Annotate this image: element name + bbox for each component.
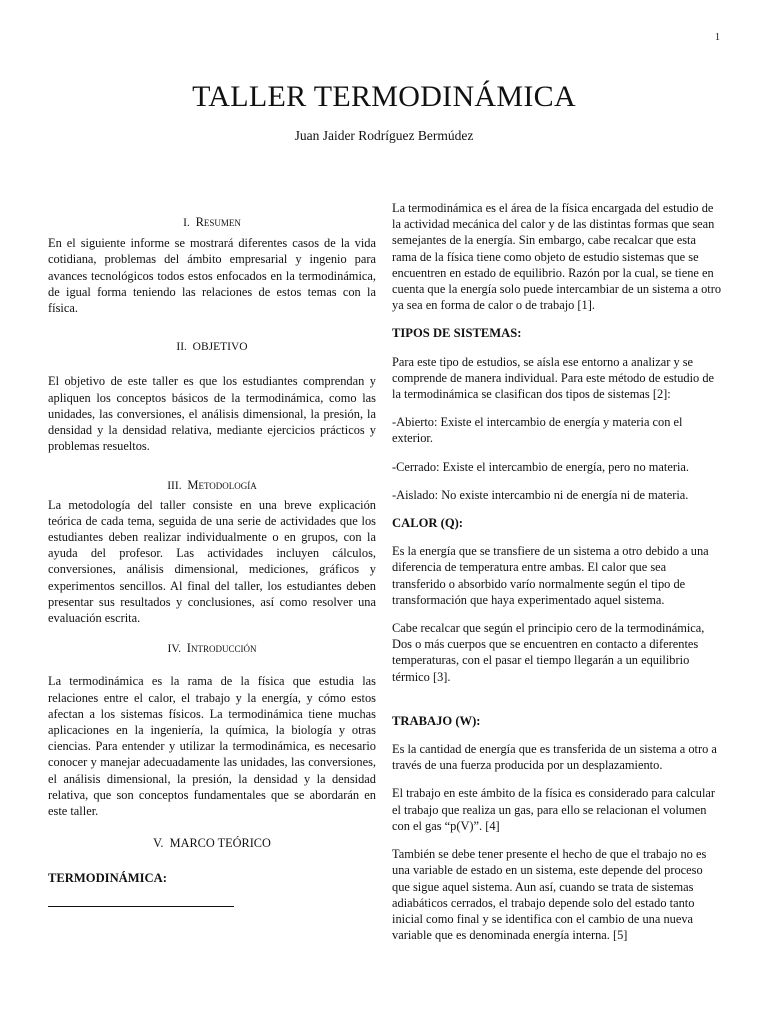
section-heading-marco-teorico <box>48 835 376 851</box>
trabajo-paragraph-2: El trabajo en este ámbito de la física es considerado para calcular el trabajo que realiza un gas, para ello se relacionan el volumen con el gas “p(V)”. [4] <box>392 786 716 833</box>
tipos-sistemas-heading: TIPOS DE SISTEMAS: <box>392 326 522 341</box>
section-title: Metodología <box>187 478 257 493</box>
calor-heading: CALOR (Q): <box>392 516 464 531</box>
section-numeral: II. <box>176 341 187 354</box>
trabajo-paragraph-1: Es la cantidad de energía que es transferida de un sistema a otro a través de una fuerza producida por un desplazamiento. <box>392 742 717 773</box>
section-heading-metodologia <box>48 477 376 494</box>
sistema-cerrado-item: -Cerrado: Existe el intercambio de energía, pero no materia. <box>392 459 690 474</box>
section-numeral: III. <box>167 480 182 493</box>
objetivo-paragraph: El objetivo de este taller es que los estudiantes comprendan y apliquen los conceptos básicos de la termodinámica, como las unidades, las conversiones, el análisis dimensional, la presión, la densidad y la densidad relativa, mediante ejercicios prácticos y problemas resueltos. <box>48 374 376 454</box>
section-heading-objetivo <box>48 339 376 355</box>
section-numeral: V. <box>153 836 164 851</box>
section-title: MARCO TEÓRICO <box>169 836 271 851</box>
section-title: Introducción <box>186 641 257 656</box>
left-column <box>48 200 376 907</box>
section-heading-resumen <box>48 214 376 231</box>
underline-rule <box>48 906 234 907</box>
sistema-aislado-item: -Aislado: No existe intercambio ni de energía ni de materia. <box>392 487 689 502</box>
resumen-paragraph: En el siguiente informe se mostrará diferentes casos de la vida cotidiana, problemas del ámbito empresarial y ingenio para avances tecnológicos todos estos enfocados en la termodinámica, de igual forma teniendo las relaciones de estos temas con la física. <box>48 236 376 316</box>
section-title: OBJETIVO <box>192 341 248 354</box>
page-number: 1 <box>715 32 720 43</box>
calor-paragraph-2: Cabe recalcar que según el principio cero de la termodinámica, Dos o más cuerpos que se encuentren en contacto a diferentes temperaturas, con el pasar el tiempo llegarán a un equilibrio térmico [3]. <box>392 621 705 684</box>
section-numeral: IV. <box>167 643 182 656</box>
section-title: Resumen <box>195 215 241 229</box>
introduccion-paragraph: La termodinámica es la rama de la física que estudia las relaciones entre el calor, el trabajo y la energía, y cómo estos afectan a los sistemas físicos. La termodinámica tiene muchas aplicaciones en la ingeniería, la química, la biología y otras ciencias. Para entender y utilizar la termodinámica, es necesario conocer y manejar adecuadamente las unidades, las conversiones, el análisis dimensional, la presión, la densidad y la densidad relativa, que son conceptos fundamentales que se abordarán en este taller. <box>48 674 376 819</box>
termodinamica-heading: TERMODINÁMICA: <box>48 870 167 885</box>
termodinamica-paragraph: La termodinámica es el área de la física encargada del estudio de la actividad mecánica del calor y de las distintas formas que sean semejantes de la energía. Sin embargo, cabe recalcar que esta rama de la física tiene como objeto de estudio sistemas que se encuentren en estado de equilibrio. Razón por la cual, se tiene en cuenta que la energía solo puede intercambiar de un sistema a otro ya sea en forma de calor o de trabajo [1]. <box>392 201 722 313</box>
section-numeral: I. <box>183 217 190 229</box>
tipos-sistemas-paragraph: Para este tipo de estudios, se aísla ese entorno a analizar y se comprende de manera individual. Para este método de estudio de la termodinámica se clasifican dos tipos de sistemas [2]: <box>392 354 715 402</box>
sistema-abierto-item: -Abierto: Existe el intercambio de energía y materia con el exterior. <box>392 415 683 446</box>
trabajo-heading: TRABAJO (W): <box>392 713 481 728</box>
paper-title: TALLER TERMODINÁMICA <box>192 80 576 113</box>
right-column <box>392 200 722 943</box>
trabajo-paragraph-3: También se debe tener presente el hecho de que el trabajo no es una variable de estado en un sistema, este depende del proceso que sigue aquel sistema. Aun así, cuando se trata de sistemas adiabáticos cerrados, el trabajo depende solo del estado tanto inicial como final y se identifica con el cambio de una nueva variable que es denominada energía interna. [5] <box>392 847 707 943</box>
calor-paragraph-1: Es la energía que se transfiere de un sistema a otro debido a una diferencia de temperatura entre ambas. El calor que sea transferido o absorbido varío normalmente según el tipo de transformación que haya experimentado aquel sistema. <box>392 544 709 607</box>
section-heading-introduccion <box>48 640 376 657</box>
metodologia-paragraph: La metodología del taller consiste en una breve explicación teórica de cada tema, seguida de una serie de actividades que los estudiantes deben realizar individualmente o en grupos, con la ayuda del profesor. Las actividades incluyen cálculos, conversiones, análisis dimensional, mediciones, gráficos y experimentos sencillos. Al final del taller, los estudiantes deben presentar sus resultados y conclusiones, así como resolver una evaluación escrita. <box>48 497 376 626</box>
author-name: Juan Jaider Rodríguez Bermúdez <box>294 128 474 143</box>
